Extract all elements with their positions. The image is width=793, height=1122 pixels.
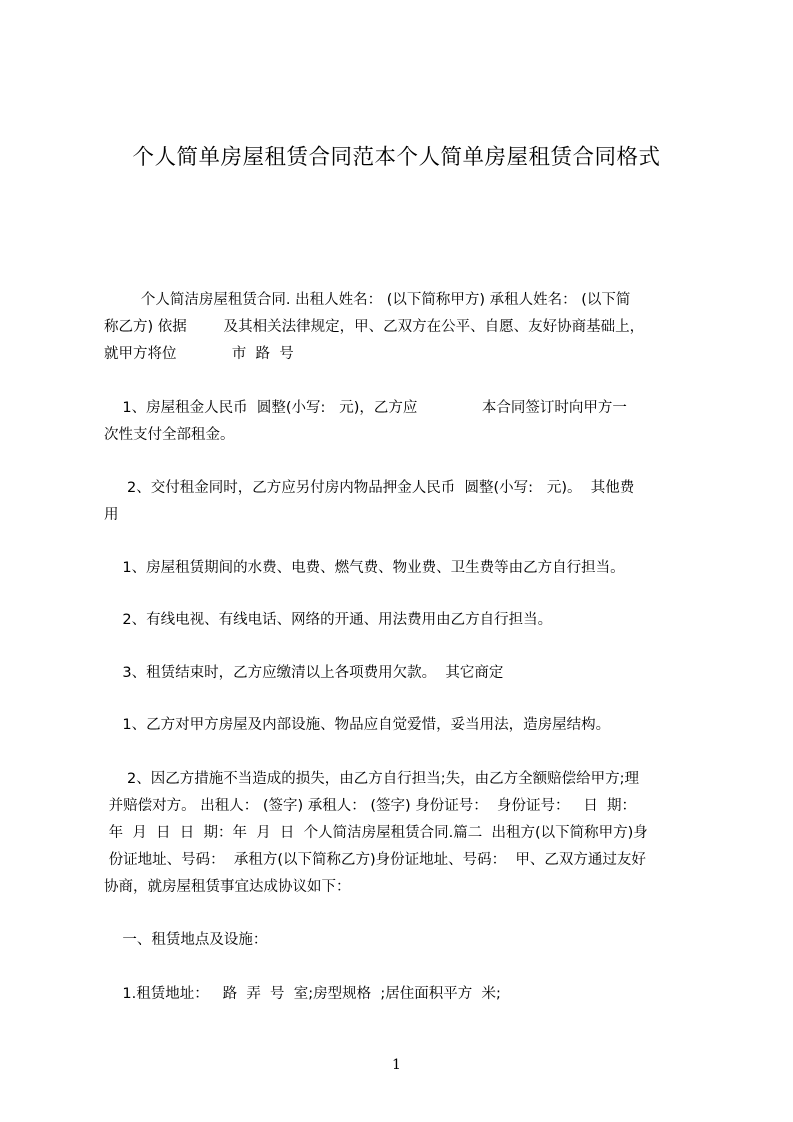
paragraph-other-1 [104, 712, 704, 739]
paragraph-line: 个人简洁房屋租赁合同. 出租人姓名： (以下简称甲方) 承租人姓名： (以下简 [104, 292, 631, 308]
paragraph-line: 份证地址、号码： 承租方(以下简称乙方)身份证地址、号码： 甲、乙双方通过友好 [104, 852, 646, 868]
paragraph-line: 次性支付全部租金。 [104, 427, 235, 443]
section-heading-line: 一、租赁地点及设施： [104, 932, 268, 948]
paragraph-line: 1、房屋租金人民币 圆整(小写: 元)，乙方应 本合同签订时向甲方一 [104, 400, 627, 416]
paragraph-deposit-2 [104, 475, 704, 529]
paragraph-line: 1、乙方对甲方房屋及内部设施、物品应自觉爱惜，妥当用法，造房屋结构。 [104, 717, 611, 733]
paragraph-line: 年 月 日 日 期：年 月 日 个人简洁房屋租赁合同.篇二 出租方(以下简称甲方)身 [104, 825, 648, 841]
paragraph-line: 协商，就房屋租赁事宜达成协议如下： [104, 879, 351, 895]
paragraph-fees-3 [104, 660, 704, 687]
paragraph-line: 2、有线电视、有线电话、网络的开通、用法费用由乙方自行担当。 [104, 612, 553, 628]
paragraph-line: 并赔偿对方。 出租人： (签字) 承租人： (签字) 身份证号： 身份证号： 日 期： [104, 798, 637, 814]
page-number: 1 [392, 1057, 401, 1073]
paragraph-intro [104, 287, 704, 368]
paragraph-other-2 [104, 766, 704, 901]
paragraph-line: 2、交付租金同时，乙方应另付房内物品押金人民币 圆整(小写: 元)。 其他费 [104, 480, 635, 496]
paragraph-line: 用 [104, 507, 119, 523]
paragraph-line: 1.租赁地址： 路 弄 号 室;房型规格 ;居住面积平方 米; [104, 986, 501, 1002]
section-heading-1 [104, 927, 704, 954]
paragraph-rent-1 [104, 395, 704, 449]
paragraph-item-1-1 [104, 981, 704, 1008]
paragraph-line: 3、租赁结束时，乙方应缴清以上各项费用欠款。 其它商定 [104, 665, 504, 681]
paragraph-line: 就甲方将位 市 路 号 [104, 346, 294, 362]
paragraph-line: 1、房屋租赁期间的水费、电费、燃气费、物业费、卫生费等由乙方自行担当。 [104, 560, 625, 576]
document-title: 个人简单房屋租赁合同范本个人简单房屋租赁合同格式 [132, 145, 661, 170]
paragraph-fees-1 [104, 555, 704, 582]
paragraph-line: 2、因乙方措施不当造成的损失，由乙方自行担当;失，由乙方全额赔偿给甲方;理 [104, 771, 640, 787]
paragraph-fees-2 [104, 607, 704, 634]
paragraph-line: 称乙方) 依据 及其相关法律规定，甲、乙双方在公平、自愿、友好协商基础上， [104, 319, 645, 335]
